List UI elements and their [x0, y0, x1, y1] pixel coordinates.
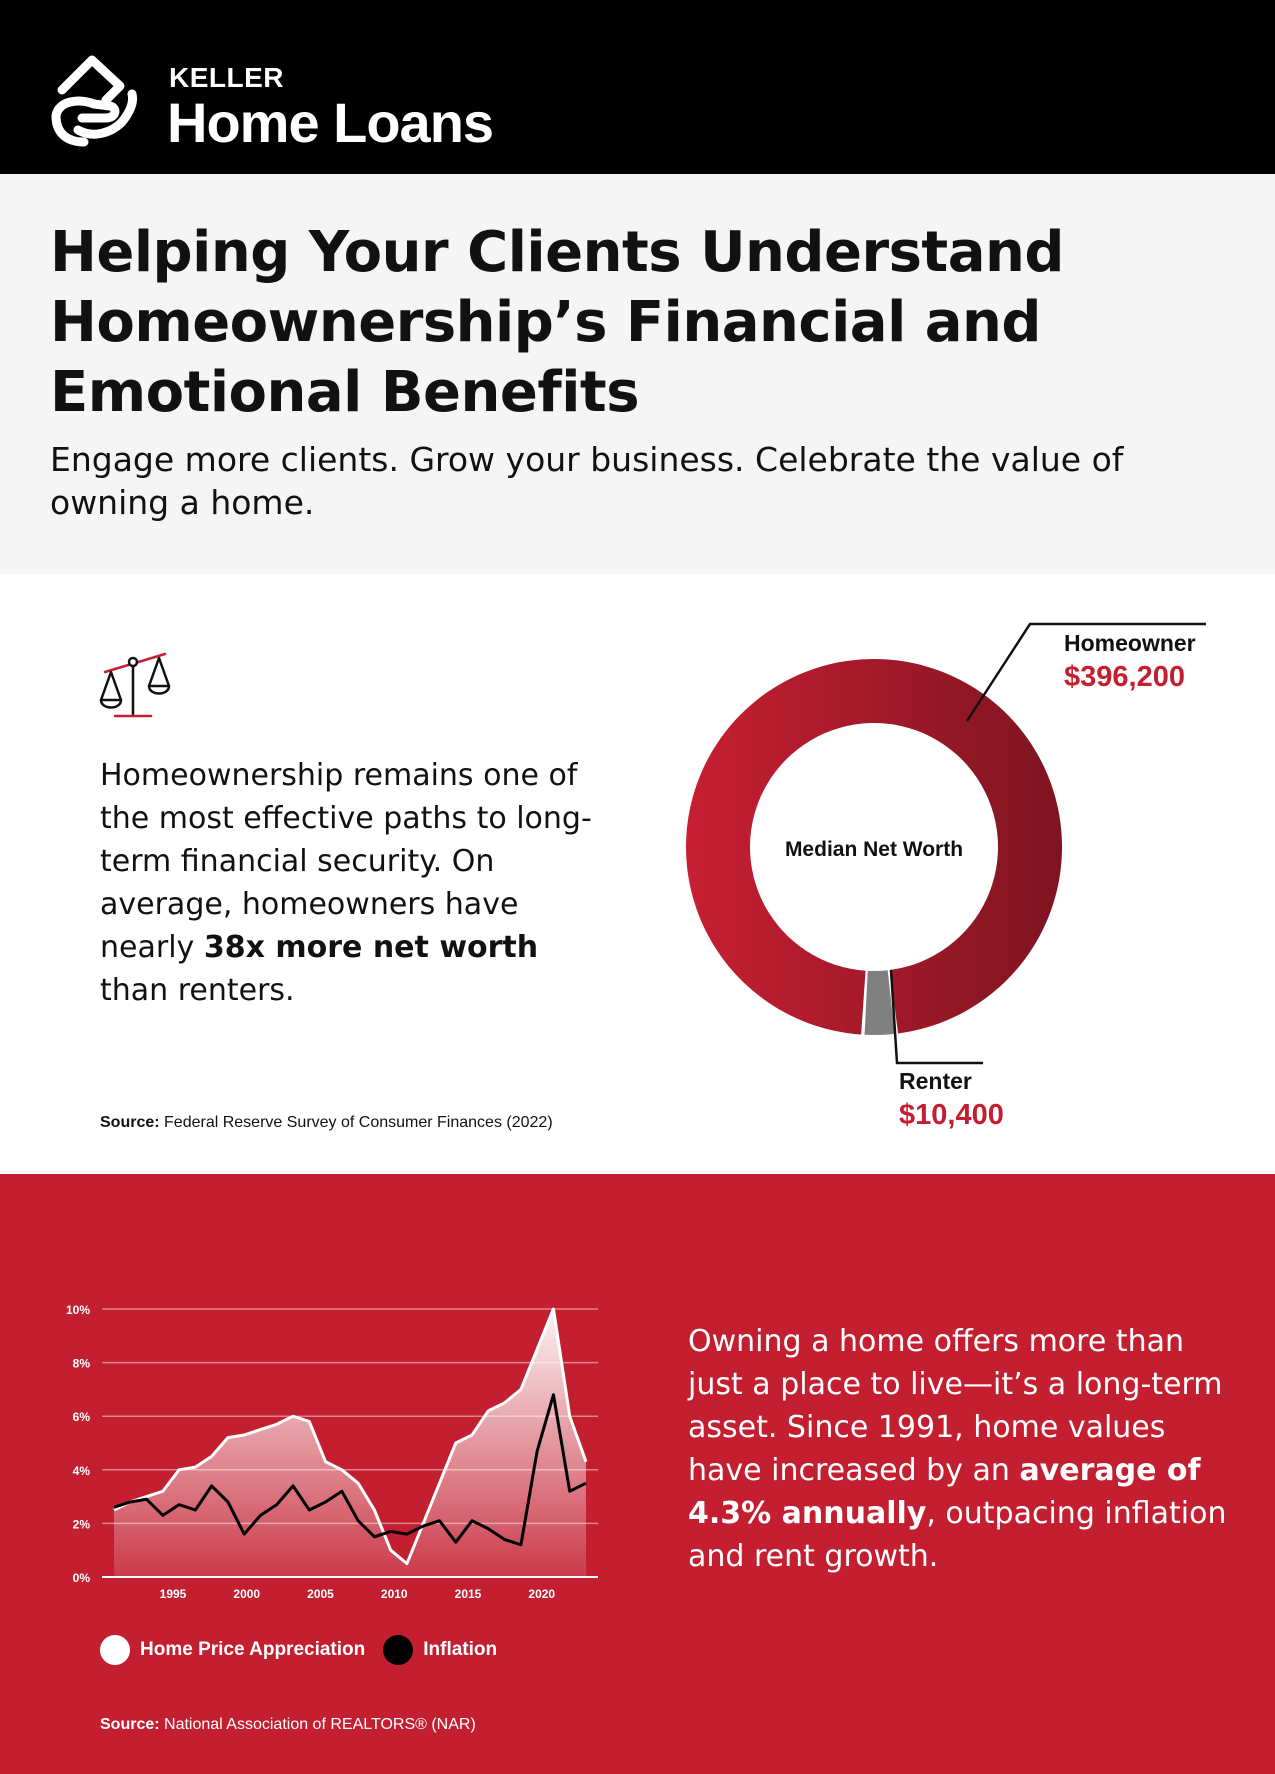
appreciation-section — [0, 1174, 1275, 1774]
appreciation-text-end: , outpacing inflation and rent growth. — [688, 1496, 1227, 1574]
y-tick-label: 8% — [72, 1356, 90, 1371]
net-worth-text-end: than renters. — [100, 973, 295, 1008]
y-tick-label: 10% — [65, 1303, 90, 1317]
brand-name-small: KELLER — [169, 62, 284, 93]
page-subtitle: Engage more clients. Grow your business. Celebrate the value of owning a home. — [50, 440, 1124, 522]
appreciation-source — [100, 1716, 476, 1734]
x-tick-label: 2015 — [454, 1587, 482, 1601]
y-tick-label: 4% — [72, 1463, 90, 1478]
legend-label-home-price: Home Price Appreciation — [140, 1639, 366, 1660]
legend-dot-white — [100, 1635, 130, 1665]
home-price-area — [114, 1309, 586, 1577]
legend-label-inflation: Inflation — [423, 1639, 498, 1660]
brand-name: Home Loans — [167, 91, 494, 154]
y-tick-label: 0% — [72, 1571, 90, 1585]
net-worth-highlight: 38x more net worth — [203, 930, 539, 965]
source-label: Source: — [100, 1716, 160, 1733]
donut-center-title: Median Net Worth — [784, 838, 964, 861]
source-text: Federal Reserve Survey of Consumer Finances (2022) — [159, 1114, 553, 1131]
x-tick-label: 2005 — [307, 1587, 334, 1601]
appreciation-text — [688, 1320, 1228, 1578]
source-text: National Association of REALTORS® (NAR) — [159, 1716, 476, 1733]
renter-value: $10,400 — [899, 1099, 1004, 1131]
net-worth-donut-chart — [640, 574, 1275, 1174]
x-tick-label: 2020 — [528, 1587, 556, 1601]
x-tick-label: 1995 — [159, 1587, 187, 1601]
y-tick-label: 2% — [72, 1517, 90, 1532]
chart-legend — [100, 1632, 515, 1668]
legend-dot-black — [383, 1635, 413, 1665]
homeowner-value: $396,200 — [1064, 661, 1185, 693]
source-label: Source: — [100, 1114, 160, 1131]
y-tick-label: 6% — [72, 1410, 90, 1425]
net-worth-source — [100, 1114, 553, 1132]
legend-item-inflation — [383, 1635, 497, 1665]
appreciation-highlight: average of 4.3% annually — [688, 1453, 1201, 1531]
net-worth-text — [100, 754, 600, 1012]
intro-section — [0, 174, 1275, 574]
legend-item-home-price — [100, 1635, 365, 1665]
balance-scale-icon — [97, 648, 177, 724]
x-tick-label: 2010 — [380, 1587, 408, 1601]
hand-holding-house-icon — [48, 46, 140, 150]
x-tick-label: 2000 — [233, 1587, 261, 1601]
appreciation-line-chart — [40, 1254, 620, 1601]
renter-slice — [865, 970, 895, 1035]
renter-label: Renter — [899, 1068, 972, 1094]
header — [0, 0, 1275, 174]
homeowner-label: Homeowner — [1064, 630, 1196, 656]
page-title: Helping Your Clients Understand Homeownership’s Financial and Emotional Benefits — [50, 220, 1064, 425]
net-worth-text-part: Homeownership remains one of the most effective paths to long-term financial security. On average, homeowners have nearly — [100, 758, 592, 965]
net-worth-section — [0, 574, 1275, 1174]
appreciation-text-part: Owning a home offers more than just a place to live—it’s a long-term asset. Since 1991, home values have increased by an — [688, 1324, 1223, 1488]
